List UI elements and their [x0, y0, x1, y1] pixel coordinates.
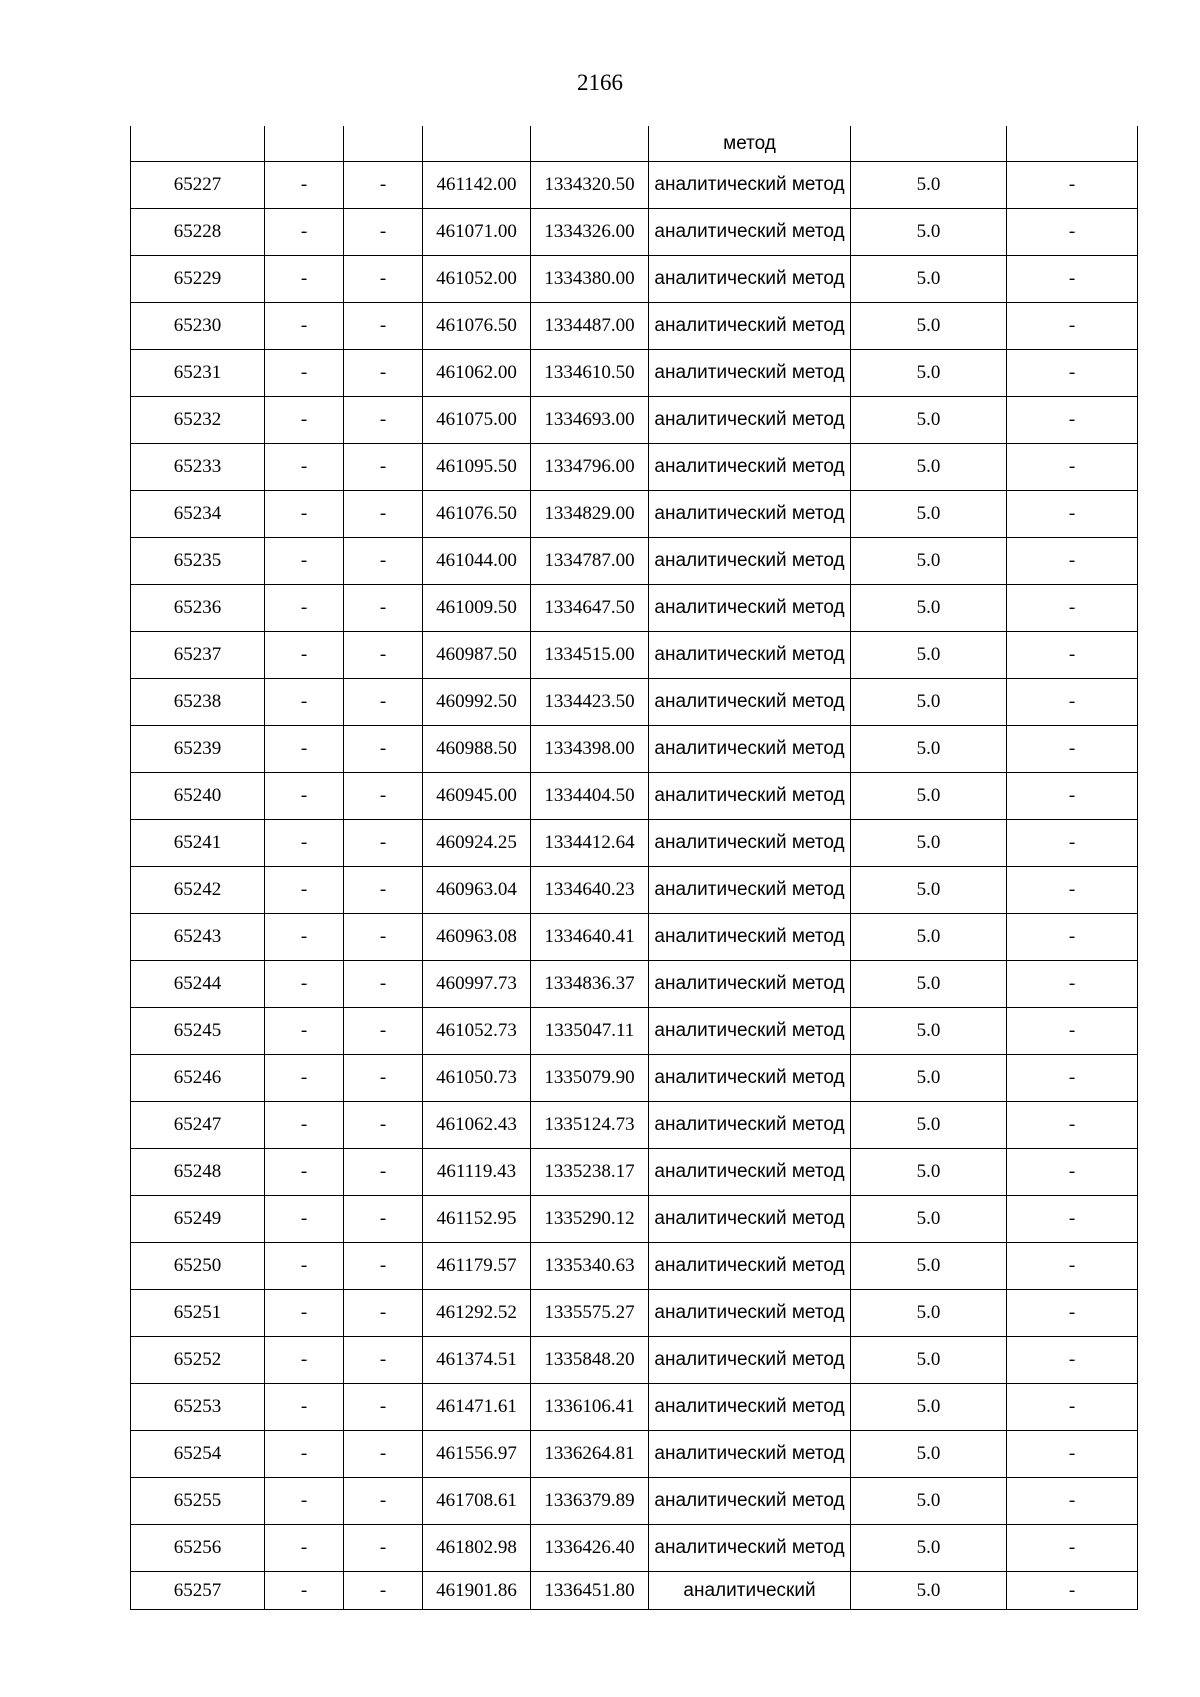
- x-coordinate-cell: 460945.00: [423, 773, 531, 820]
- y-coordinate-cell: 1336379.89: [531, 1478, 649, 1525]
- table-cell: [851, 126, 1007, 162]
- accuracy-cell: 5.0: [851, 1431, 1007, 1478]
- table-cell: -: [265, 1431, 344, 1478]
- table-cell: -: [1007, 1478, 1138, 1525]
- accuracy-cell: 5.0: [851, 961, 1007, 1008]
- table-cell: -: [344, 491, 423, 538]
- table-cell: -: [265, 820, 344, 867]
- table-cell: -: [344, 256, 423, 303]
- x-coordinate-cell: 461076.50: [423, 491, 531, 538]
- x-coordinate-cell: 461071.00: [423, 209, 531, 256]
- table-cell: -: [265, 444, 344, 491]
- method-cell: аналитический метод: [649, 585, 851, 632]
- method-cell: аналитический метод: [649, 1337, 851, 1384]
- table-cell: [1007, 126, 1138, 162]
- point-number-cell: 65237: [131, 632, 265, 679]
- table-cell: -: [344, 1384, 423, 1431]
- y-coordinate-cell: 1334796.00: [531, 444, 649, 491]
- table-cell: -: [1007, 961, 1138, 1008]
- x-coordinate-cell: 461052.00: [423, 256, 531, 303]
- point-number-cell: 65227: [131, 162, 265, 209]
- table-cell: -: [1007, 256, 1138, 303]
- x-coordinate-cell: 461471.61: [423, 1384, 531, 1431]
- table-row: [131, 1149, 1138, 1196]
- table-cell: -: [265, 1290, 344, 1337]
- accuracy-cell: 5.0: [851, 538, 1007, 585]
- table-cell: -: [265, 209, 344, 256]
- method-cell: аналитический метод: [649, 632, 851, 679]
- y-coordinate-cell: 1334515.00: [531, 632, 649, 679]
- table-cell: -: [265, 1384, 344, 1431]
- x-coordinate-cell: 461044.00: [423, 538, 531, 585]
- table-row: [131, 1431, 1138, 1478]
- accuracy-cell: 5.0: [851, 162, 1007, 209]
- table-cell: -: [344, 162, 423, 209]
- x-coordinate-cell: 460924.25: [423, 820, 531, 867]
- point-number-cell: 65251: [131, 1290, 265, 1337]
- table-cell: -: [265, 1572, 344, 1610]
- table-cell: -: [1007, 1525, 1138, 1572]
- y-coordinate-cell: 1335124.73: [531, 1102, 649, 1149]
- table-cell: -: [344, 1243, 423, 1290]
- x-coordinate-cell: 461556.97: [423, 1431, 531, 1478]
- table-cell: -: [265, 726, 344, 773]
- table-cell: -: [265, 538, 344, 585]
- table-cell: -: [1007, 914, 1138, 961]
- table-cell: -: [1007, 162, 1138, 209]
- table-cell: -: [265, 632, 344, 679]
- accuracy-cell: 5.0: [851, 1243, 1007, 1290]
- table-row: [131, 1572, 1138, 1610]
- method-cell: аналитический метод: [649, 1149, 851, 1196]
- accuracy-cell: 5.0: [851, 773, 1007, 820]
- table-cell: -: [344, 1478, 423, 1525]
- method-cell: аналитический метод: [649, 914, 851, 961]
- table-cell: -: [344, 1525, 423, 1572]
- table-cell: -: [265, 585, 344, 632]
- method-cell: аналитический метод: [649, 1431, 851, 1478]
- y-coordinate-cell: 1336264.81: [531, 1431, 649, 1478]
- accuracy-cell: 5.0: [851, 1196, 1007, 1243]
- table-row: [131, 350, 1138, 397]
- accuracy-cell: 5.0: [851, 1525, 1007, 1572]
- method-cell: аналитический метод: [649, 1290, 851, 1337]
- method-cell: аналитический метод: [649, 1196, 851, 1243]
- table-cell: -: [1007, 679, 1138, 726]
- table-cell: -: [1007, 773, 1138, 820]
- table-cell: -: [265, 961, 344, 1008]
- table-row: [131, 726, 1138, 773]
- table-cell: -: [1007, 867, 1138, 914]
- accuracy-cell: 5.0: [851, 1337, 1007, 1384]
- x-coordinate-cell: 461095.50: [423, 444, 531, 491]
- table-row: [131, 961, 1138, 1008]
- method-cell: аналитический метод: [649, 162, 851, 209]
- point-number-cell: 65256: [131, 1525, 265, 1572]
- y-coordinate-cell: 1334326.00: [531, 209, 649, 256]
- page-number: 2166: [577, 70, 623, 95]
- table-cell: -: [344, 867, 423, 914]
- table-cell: -: [344, 961, 423, 1008]
- x-coordinate-cell: 461062.00: [423, 350, 531, 397]
- accuracy-cell: 5.0: [851, 1102, 1007, 1149]
- method-cell: метод: [649, 126, 851, 162]
- method-cell: аналитический метод: [649, 538, 851, 585]
- method-cell: аналитический метод: [649, 397, 851, 444]
- point-number-cell: 65255: [131, 1478, 265, 1525]
- y-coordinate-cell: 1336451.80: [531, 1572, 649, 1610]
- y-coordinate-cell: 1335340.63: [531, 1243, 649, 1290]
- y-coordinate-cell: 1335575.27: [531, 1290, 649, 1337]
- table-cell: -: [344, 209, 423, 256]
- point-number-cell: 65241: [131, 820, 265, 867]
- table-cell: -: [265, 162, 344, 209]
- x-coordinate-cell: 461374.51: [423, 1337, 531, 1384]
- table-cell: [131, 126, 265, 162]
- point-number-cell: 65229: [131, 256, 265, 303]
- table-row: [131, 820, 1138, 867]
- table-row: [131, 397, 1138, 444]
- table-cell: -: [265, 1525, 344, 1572]
- table-cell: -: [265, 1055, 344, 1102]
- table-row: [131, 1196, 1138, 1243]
- table-cell: -: [1007, 820, 1138, 867]
- method-cell: аналитический метод: [649, 726, 851, 773]
- accuracy-cell: 5.0: [851, 1572, 1007, 1610]
- table-cell: -: [265, 1243, 344, 1290]
- method-cell: аналитический: [649, 1572, 851, 1610]
- table-cell: -: [265, 1102, 344, 1149]
- table-row: [131, 679, 1138, 726]
- table-cell: -: [1007, 632, 1138, 679]
- table-cell: -: [265, 303, 344, 350]
- y-coordinate-cell: 1334487.00: [531, 303, 649, 350]
- x-coordinate-cell: 461292.52: [423, 1290, 531, 1337]
- accuracy-cell: 5.0: [851, 1478, 1007, 1525]
- table-cell: -: [1007, 1008, 1138, 1055]
- table-cell: -: [344, 397, 423, 444]
- point-number-cell: 65236: [131, 585, 265, 632]
- table-row: [131, 914, 1138, 961]
- table-row: [131, 444, 1138, 491]
- accuracy-cell: 5.0: [851, 397, 1007, 444]
- table-cell: -: [265, 1337, 344, 1384]
- method-cell: аналитический метод: [649, 867, 851, 914]
- table-row: [131, 303, 1138, 350]
- accuracy-cell: 5.0: [851, 914, 1007, 961]
- method-cell: аналитический метод: [649, 209, 851, 256]
- x-coordinate-cell: 460988.50: [423, 726, 531, 773]
- table-cell: -: [344, 773, 423, 820]
- x-coordinate-cell: 461076.50: [423, 303, 531, 350]
- point-number-cell: 65228: [131, 209, 265, 256]
- table-cell: -: [344, 1196, 423, 1243]
- table-row: [131, 1290, 1138, 1337]
- table-cell: -: [344, 1149, 423, 1196]
- table-row: [131, 773, 1138, 820]
- y-coordinate-cell: 1334647.50: [531, 585, 649, 632]
- table-row: [131, 162, 1138, 209]
- table-cell: -: [1007, 1337, 1138, 1384]
- point-number-cell: 65246: [131, 1055, 265, 1102]
- table-cell: -: [344, 1102, 423, 1149]
- x-coordinate-cell: 461075.00: [423, 397, 531, 444]
- table-cell: -: [1007, 726, 1138, 773]
- table-row: [131, 1525, 1138, 1572]
- table-cell: -: [344, 820, 423, 867]
- y-coordinate-cell: 1335848.20: [531, 1337, 649, 1384]
- point-number-cell: 65243: [131, 914, 265, 961]
- table-cell: -: [344, 914, 423, 961]
- x-coordinate-cell: 461901.86: [423, 1572, 531, 1610]
- table-cell: -: [344, 538, 423, 585]
- table-row: [131, 867, 1138, 914]
- table-cell: [344, 126, 423, 162]
- table-cell: -: [344, 1008, 423, 1055]
- table-cell: -: [344, 444, 423, 491]
- method-cell: аналитический метод: [649, 1384, 851, 1431]
- method-cell: аналитический метод: [649, 444, 851, 491]
- table-cell: -: [265, 491, 344, 538]
- coordinates-table: [130, 126, 1138, 1610]
- table-row: [131, 209, 1138, 256]
- method-cell: аналитический метод: [649, 1008, 851, 1055]
- accuracy-cell: 5.0: [851, 1008, 1007, 1055]
- method-cell: аналитический метод: [649, 679, 851, 726]
- table-cell: -: [344, 1055, 423, 1102]
- point-number-cell: 65252: [131, 1337, 265, 1384]
- table-cell: -: [344, 1431, 423, 1478]
- table-cell: -: [1007, 209, 1138, 256]
- y-coordinate-cell: 1335290.12: [531, 1196, 649, 1243]
- table-cell: -: [1007, 444, 1138, 491]
- method-cell: аналитический метод: [649, 303, 851, 350]
- y-coordinate-cell: 1334380.00: [531, 256, 649, 303]
- y-coordinate-cell: 1335079.90: [531, 1055, 649, 1102]
- method-cell: аналитический метод: [649, 773, 851, 820]
- method-cell: аналитический метод: [649, 491, 851, 538]
- point-number-cell: 65253: [131, 1384, 265, 1431]
- table-cell: -: [265, 1478, 344, 1525]
- accuracy-cell: 5.0: [851, 350, 1007, 397]
- x-coordinate-cell: 461050.73: [423, 1055, 531, 1102]
- table-cell: -: [344, 585, 423, 632]
- y-coordinate-cell: 1334398.00: [531, 726, 649, 773]
- table-cell: -: [265, 679, 344, 726]
- x-coordinate-cell: 460963.04: [423, 867, 531, 914]
- table-cell: [531, 126, 649, 162]
- table-cell: -: [265, 1008, 344, 1055]
- accuracy-cell: 5.0: [851, 820, 1007, 867]
- x-coordinate-cell: 461179.57: [423, 1243, 531, 1290]
- table-cell: -: [1007, 1384, 1138, 1431]
- accuracy-cell: 5.0: [851, 303, 1007, 350]
- y-coordinate-cell: 1334693.00: [531, 397, 649, 444]
- y-coordinate-cell: 1335238.17: [531, 1149, 649, 1196]
- point-number-cell: 65245: [131, 1008, 265, 1055]
- x-coordinate-cell: 460992.50: [423, 679, 531, 726]
- x-coordinate-cell: 461119.43: [423, 1149, 531, 1196]
- table-cell: -: [1007, 1243, 1138, 1290]
- table-cell: -: [265, 867, 344, 914]
- table-row: [131, 1243, 1138, 1290]
- x-coordinate-cell: 460987.50: [423, 632, 531, 679]
- table-cell: -: [1007, 538, 1138, 585]
- accuracy-cell: 5.0: [851, 491, 1007, 538]
- y-coordinate-cell: 1334610.50: [531, 350, 649, 397]
- accuracy-cell: 5.0: [851, 1290, 1007, 1337]
- table-body: [131, 126, 1138, 1610]
- y-coordinate-cell: 1334640.23: [531, 867, 649, 914]
- y-coordinate-cell: 1335047.11: [531, 1008, 649, 1055]
- point-number-cell: 65254: [131, 1431, 265, 1478]
- table-row: [131, 538, 1138, 585]
- table-row: [131, 632, 1138, 679]
- continuation-row: [131, 126, 1138, 162]
- method-cell: аналитический метод: [649, 1478, 851, 1525]
- table-cell: -: [1007, 1055, 1138, 1102]
- point-number-cell: 65235: [131, 538, 265, 585]
- x-coordinate-cell: 461802.98: [423, 1525, 531, 1572]
- y-coordinate-cell: 1334640.41: [531, 914, 649, 961]
- table-cell: -: [344, 1290, 423, 1337]
- table-cell: -: [265, 1149, 344, 1196]
- table-cell: -: [344, 632, 423, 679]
- point-number-cell: 65257: [131, 1572, 265, 1610]
- point-number-cell: 65239: [131, 726, 265, 773]
- table-cell: -: [344, 303, 423, 350]
- y-coordinate-cell: 1334423.50: [531, 679, 649, 726]
- accuracy-cell: 5.0: [851, 867, 1007, 914]
- accuracy-cell: 5.0: [851, 444, 1007, 491]
- method-cell: аналитический метод: [649, 350, 851, 397]
- table-cell: -: [344, 350, 423, 397]
- table-cell: -: [265, 397, 344, 444]
- table-cell: -: [344, 1337, 423, 1384]
- point-number-cell: 65240: [131, 773, 265, 820]
- method-cell: аналитический метод: [649, 1525, 851, 1572]
- x-coordinate-cell: 460997.73: [423, 961, 531, 1008]
- method-cell: аналитический метод: [649, 961, 851, 1008]
- table-row: [131, 1478, 1138, 1525]
- table-row: [131, 1102, 1138, 1149]
- table-cell: -: [265, 1196, 344, 1243]
- y-coordinate-cell: 1334412.64: [531, 820, 649, 867]
- table-cell: -: [1007, 1196, 1138, 1243]
- y-coordinate-cell: 1336426.40: [531, 1525, 649, 1572]
- x-coordinate-cell: 461009.50: [423, 585, 531, 632]
- table-cell: [265, 126, 344, 162]
- table-cell: [423, 126, 531, 162]
- method-cell: аналитический метод: [649, 1055, 851, 1102]
- point-number-cell: 65232: [131, 397, 265, 444]
- point-number-cell: 65242: [131, 867, 265, 914]
- y-coordinate-cell: 1336106.41: [531, 1384, 649, 1431]
- y-coordinate-cell: 1334836.37: [531, 961, 649, 1008]
- table-cell: -: [1007, 585, 1138, 632]
- x-coordinate-cell: 460963.08: [423, 914, 531, 961]
- point-number-cell: 65247: [131, 1102, 265, 1149]
- table-cell: -: [265, 256, 344, 303]
- y-coordinate-cell: 1334829.00: [531, 491, 649, 538]
- accuracy-cell: 5.0: [851, 209, 1007, 256]
- table-row: [131, 491, 1138, 538]
- method-cell: аналитический метод: [649, 1243, 851, 1290]
- y-coordinate-cell: 1334787.00: [531, 538, 649, 585]
- x-coordinate-cell: 461052.73: [423, 1008, 531, 1055]
- table-cell: -: [1007, 350, 1138, 397]
- accuracy-cell: 5.0: [851, 632, 1007, 679]
- table-row: [131, 256, 1138, 303]
- table-cell: -: [1007, 1149, 1138, 1196]
- table-row: [131, 1337, 1138, 1384]
- table-cell: -: [1007, 397, 1138, 444]
- table-cell: -: [265, 350, 344, 397]
- accuracy-cell: 5.0: [851, 1149, 1007, 1196]
- point-number-cell: 65231: [131, 350, 265, 397]
- table-cell: -: [1007, 1431, 1138, 1478]
- table-cell: -: [1007, 1290, 1138, 1337]
- table-cell: -: [344, 679, 423, 726]
- point-number-cell: 65249: [131, 1196, 265, 1243]
- point-number-cell: 65230: [131, 303, 265, 350]
- table-cell: -: [265, 773, 344, 820]
- point-number-cell: 65244: [131, 961, 265, 1008]
- table-cell: -: [344, 726, 423, 773]
- point-number-cell: 65238: [131, 679, 265, 726]
- point-number-cell: 65248: [131, 1149, 265, 1196]
- table-cell: -: [344, 1572, 423, 1610]
- point-number-cell: 65234: [131, 491, 265, 538]
- method-cell: аналитический метод: [649, 256, 851, 303]
- accuracy-cell: 5.0: [851, 1384, 1007, 1431]
- point-number-cell: 65250: [131, 1243, 265, 1290]
- method-cell: аналитический метод: [649, 820, 851, 867]
- table-cell: -: [1007, 491, 1138, 538]
- accuracy-cell: 5.0: [851, 1055, 1007, 1102]
- point-number-cell: 65233: [131, 444, 265, 491]
- table-row: [131, 1055, 1138, 1102]
- x-coordinate-cell: 461708.61: [423, 1478, 531, 1525]
- accuracy-cell: 5.0: [851, 726, 1007, 773]
- x-coordinate-cell: 461152.95: [423, 1196, 531, 1243]
- method-cell: аналитический метод: [649, 1102, 851, 1149]
- table-row: [131, 585, 1138, 632]
- table-cell: -: [1007, 1572, 1138, 1610]
- x-coordinate-cell: 461142.00: [423, 162, 531, 209]
- accuracy-cell: 5.0: [851, 585, 1007, 632]
- y-coordinate-cell: 1334320.50: [531, 162, 649, 209]
- table-row: [131, 1384, 1138, 1431]
- x-coordinate-cell: 461062.43: [423, 1102, 531, 1149]
- table-cell: -: [1007, 1102, 1138, 1149]
- accuracy-cell: 5.0: [851, 679, 1007, 726]
- y-coordinate-cell: 1334404.50: [531, 773, 649, 820]
- accuracy-cell: 5.0: [851, 256, 1007, 303]
- table-row: [131, 1008, 1138, 1055]
- table-cell: -: [1007, 303, 1138, 350]
- table-cell: -: [265, 914, 344, 961]
